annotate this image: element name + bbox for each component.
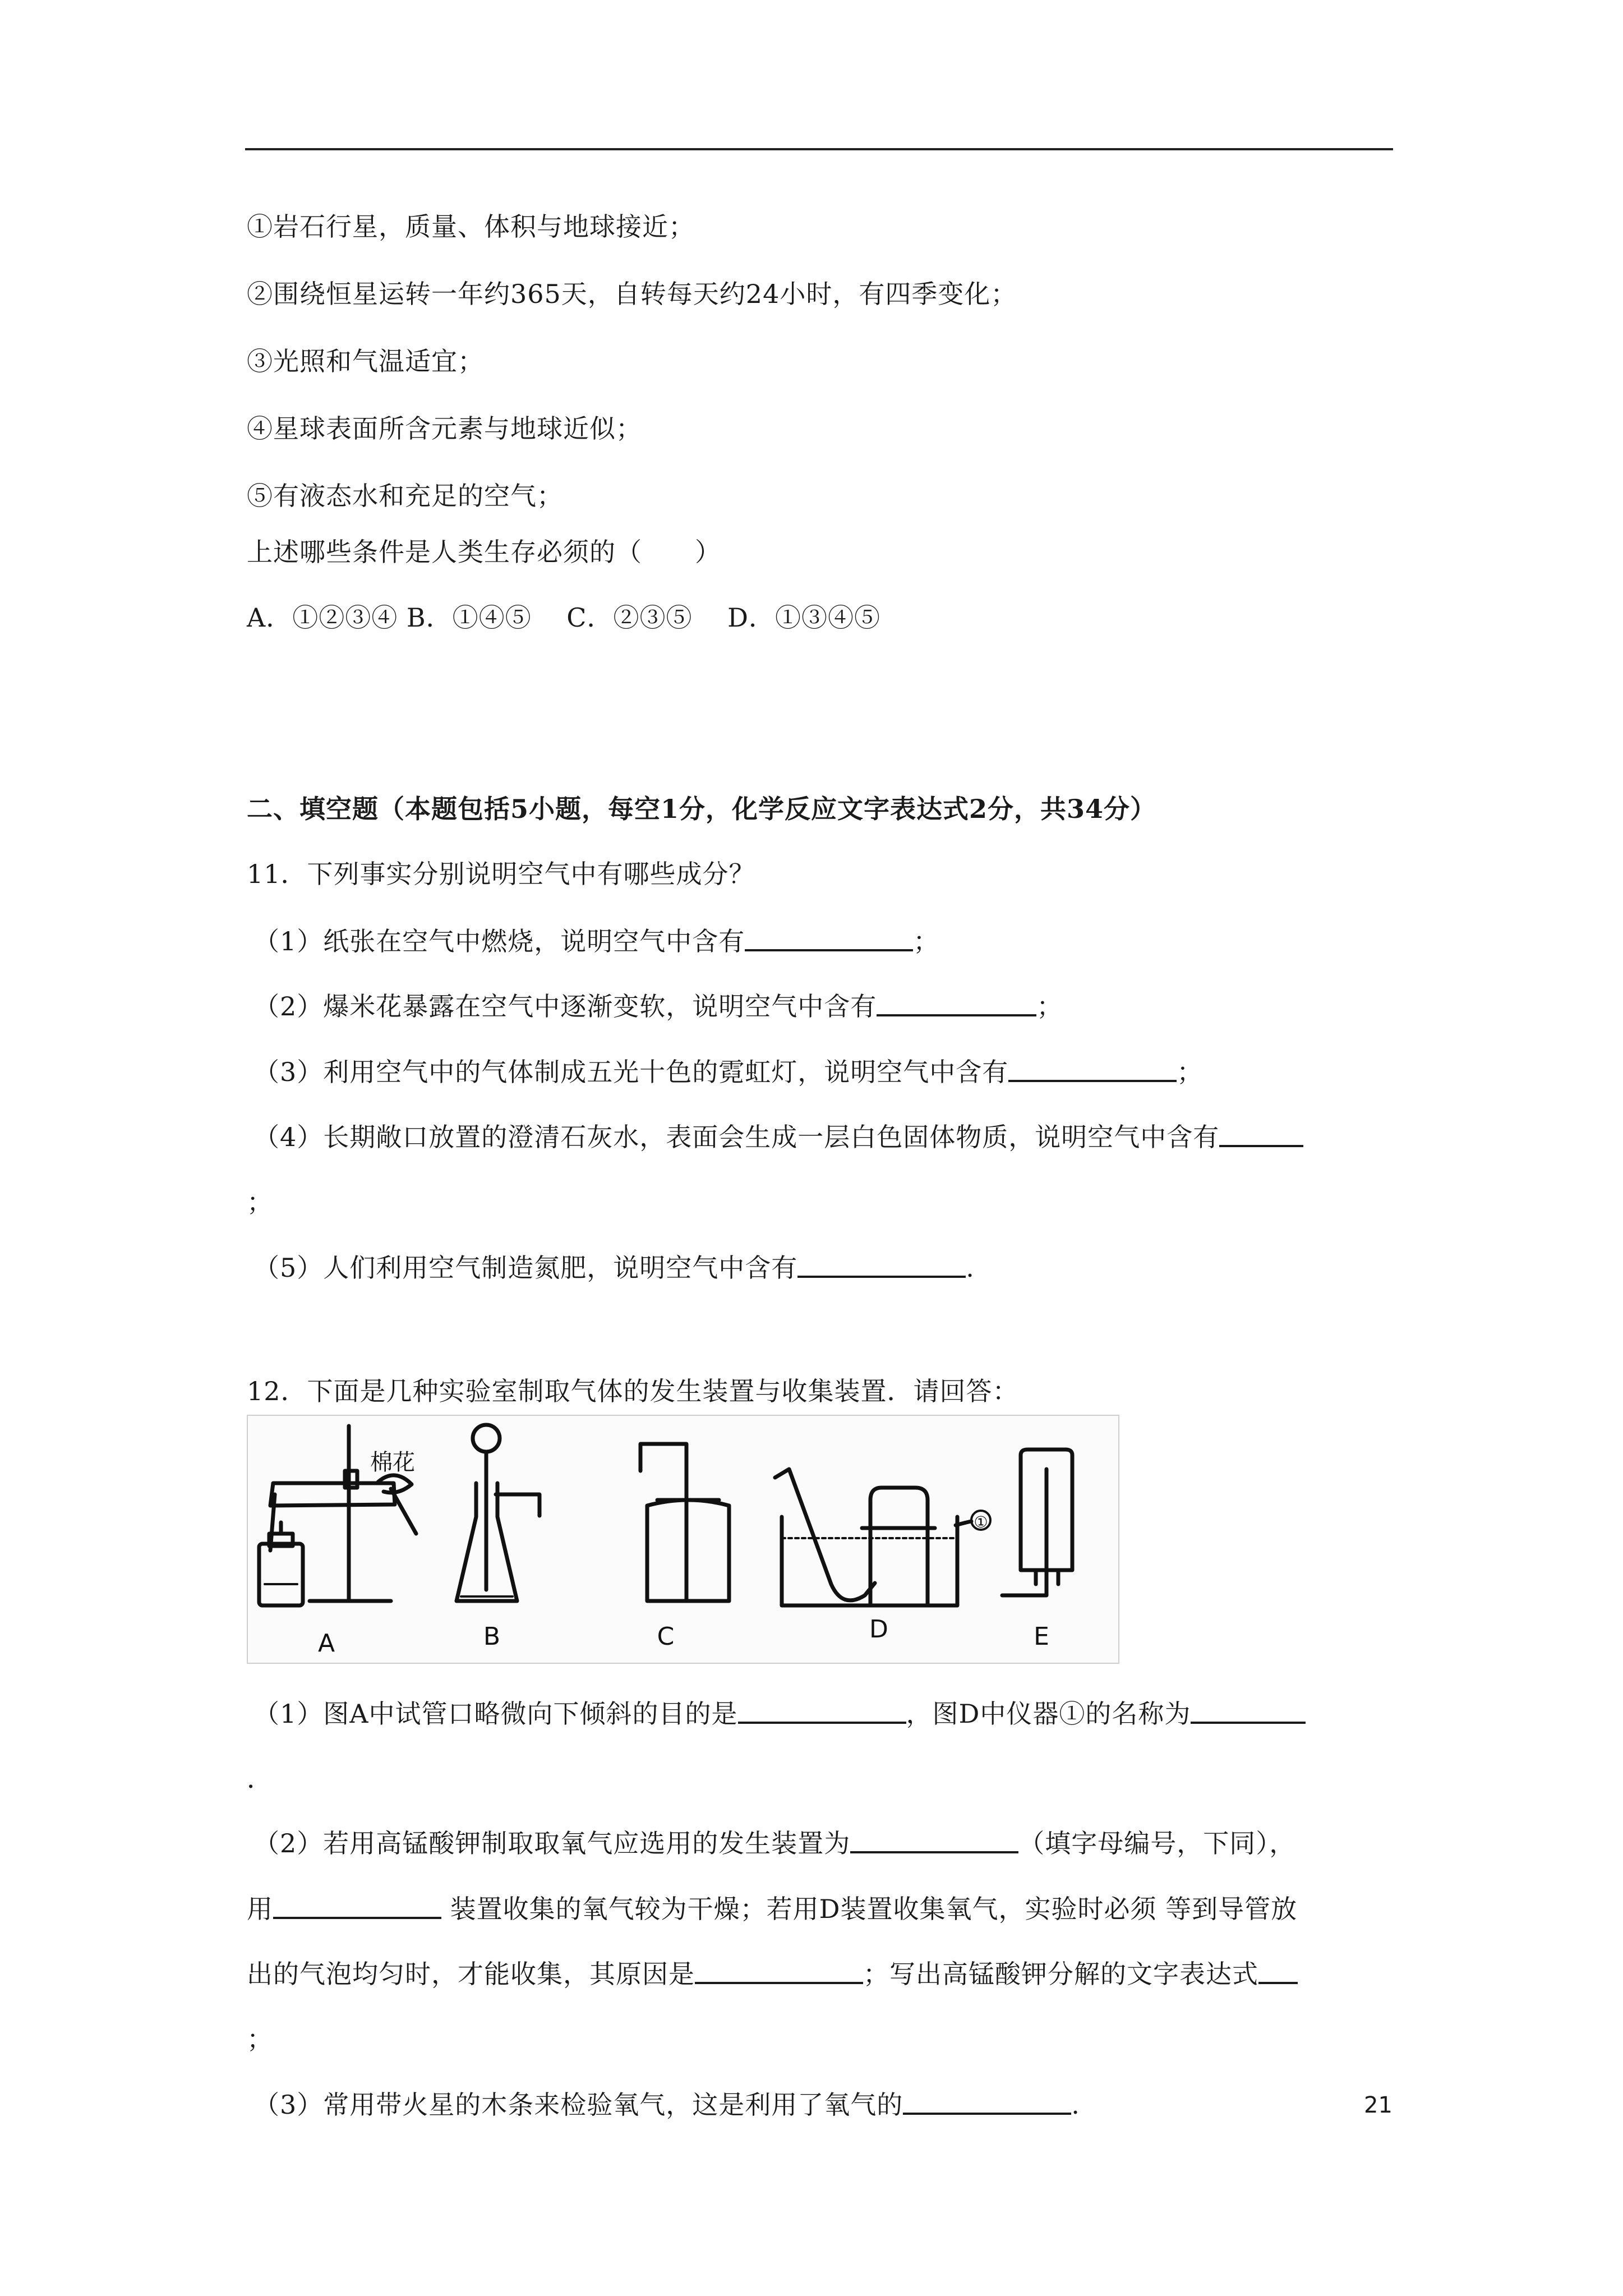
answer-blank[interactable]: [850, 1851, 1018, 1853]
answer-blank[interactable]: [1219, 1145, 1303, 1147]
figure-label-c: C: [657, 1622, 675, 1651]
answer-blank[interactable]: [1258, 1982, 1298, 1984]
question-12-part-2-end: ；: [247, 2024, 273, 2054]
answer-blank[interactable]: [903, 2113, 1071, 2115]
question-12-stem: 12．下面是几种实验室制取气体的发生装置与收集装置．请回答：: [247, 1376, 1019, 1406]
question-11-part-1: （1）纸张在空气中燃烧，说明空气中含有 ；: [253, 926, 940, 956]
answer-blank[interactable]: [745, 949, 913, 951]
question-10-stem: 上述哪些条件是人类生存必须的（ ）: [247, 537, 721, 567]
apparatus-figure: [247, 1415, 1119, 1664]
question-11-part-3: （3）利用空气中的气体制成五光十色的霓虹灯，说明空气中含有 ；: [253, 1057, 1204, 1087]
figure-label-a: A: [317, 1629, 335, 1658]
figure-label-d: D: [869, 1615, 888, 1644]
apparatus-drawing: [248, 1416, 1118, 1663]
page-number: 21: [1364, 2092, 1393, 2118]
condition-5: ⑤有液态水和充足的空气；: [247, 481, 563, 511]
answer-blank[interactable]: [738, 1722, 906, 1724]
question-11-part-5: （5）人们利用空气制造氮肥，说明空气中含有 .: [253, 1253, 975, 1283]
question-11-part-4: （4）长期敞口放置的澄清石灰水，表面会生成一层白色固体物质，说明空气中含有: [253, 1120, 1303, 1154]
apparatus-e: [1002, 1450, 1072, 1595]
question-12-part-1-end: ．: [247, 1764, 273, 1794]
section-heading: 二、填空题（本题包括5小题，每空1分，化学反应文字表达式2分，共34分）: [247, 794, 1157, 824]
question-11-stem: 11．下列事实分别说明空气中有哪些成分？: [247, 859, 755, 889]
question-11-part-2: （2）爆米花暴露在空气中逐渐变软，说明空气中含有 ；: [253, 991, 1063, 1022]
answer-blank[interactable]: [877, 1014, 1036, 1016]
apparatus-b: [457, 1425, 540, 1601]
question-12-part-2: （2）若用高锰酸钾制取取氧气应选用的发生装置为 （填字母编号，下同），: [253, 1828, 1296, 1858]
answer-blank[interactable]: [273, 1917, 441, 1919]
apparatus-c: [640, 1444, 729, 1601]
question-11-part-4-end: ；: [247, 1187, 273, 1217]
cotton-label: 棉花: [370, 1450, 415, 1475]
apparatus-d: [775, 1469, 990, 1605]
question-12-part-3: （3）常用带火星的木条来检验氧气，这是利用了氧气的 .: [253, 2090, 1080, 2120]
answer-blank[interactable]: [1008, 1080, 1177, 1082]
answer-blank[interactable]: [695, 1982, 863, 1984]
question-10-choices: A．①②③④ B．①④⑤ C．②③⑤ D．①③④⑤: [247, 602, 880, 633]
answer-blank[interactable]: [797, 1276, 966, 1278]
figure-label-e: E: [1034, 1622, 1049, 1651]
question-12-part-1: （1）图A中试管口略微向下倾斜的目的是 ，图D中仪器①的名称为: [253, 1697, 1306, 1731]
condition-4: ④星球表面所含元素与地球近似；: [247, 413, 642, 444]
question-12-part-2-line-3: 出的气泡均匀时，才能收集，其原因是 ；写出高锰酸钾分解的文字表达式: [247, 1957, 1298, 1991]
answer-blank[interactable]: [1191, 1722, 1306, 1724]
header-rule: [245, 148, 1393, 150]
question-12-part-2-line-2: 用 装置收集的氧气较为干燥；若用D装置收集氧气，实验时必须 等到导管放: [247, 1894, 1298, 1924]
figure-label-b: B: [483, 1622, 501, 1651]
condition-2: ②围绕恒星运转一年约365天，自转每天约24小时，有四季变化；: [247, 279, 1017, 309]
instrument-marker: ①: [974, 1513, 988, 1531]
condition-3: ③光照和气温适宜；: [247, 346, 484, 376]
condition-1: ①岩石行星，质量、体积与地球接近；: [247, 211, 695, 242]
